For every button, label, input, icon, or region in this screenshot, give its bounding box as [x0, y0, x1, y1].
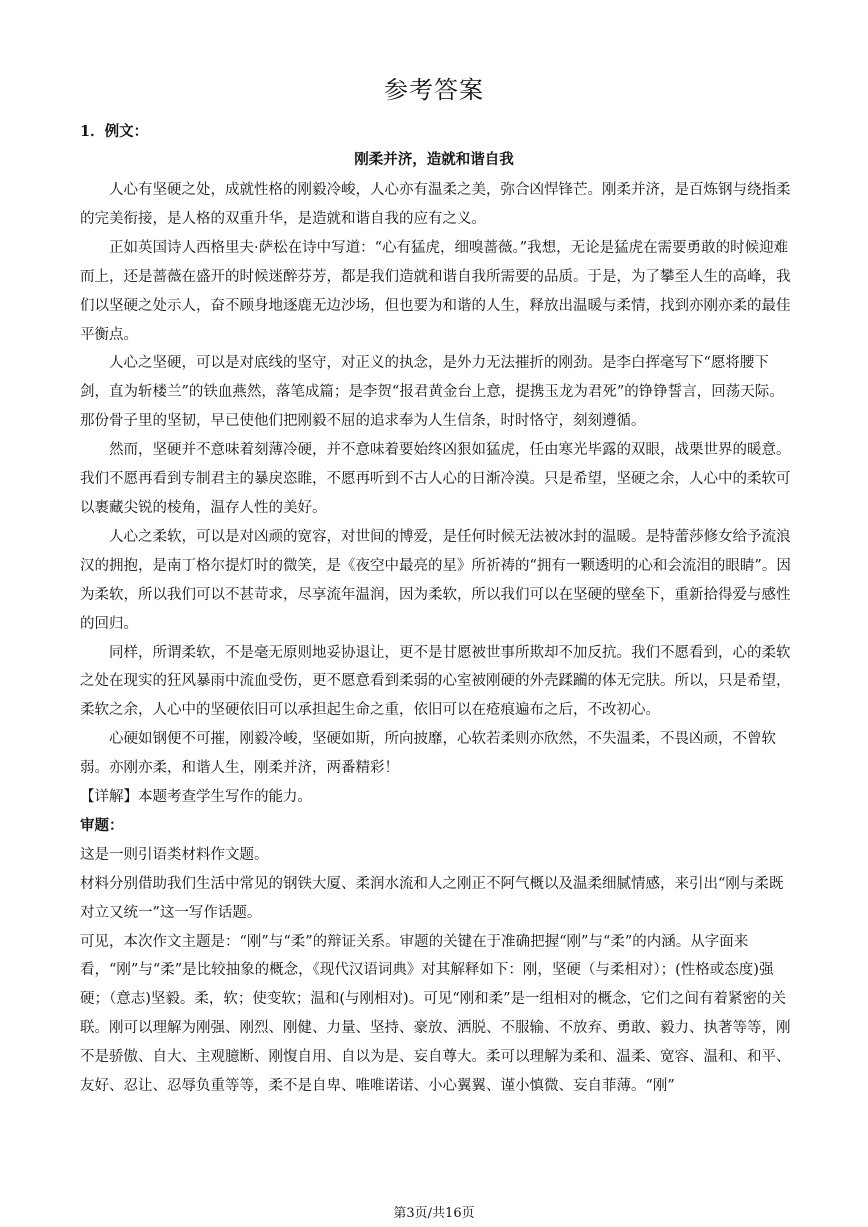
- detail-text: 本题考查学生写作的能力。: [138, 789, 312, 806]
- essay-paragraph: 正如英国诗人西格里夫·萨松在诗中写道：“心有猛虎，细嗅蔷薇。”我想，无论是猛虎在需要勇敢的时候迎难而上，还是蔷薇在盛开的时候迷醉芬芳，都是我们造就和谐自我所需要的品质。于是，为了攀至人生的高峰，我们以坚硬之处示人，奋不顾身地逐鹿无边沙场，但也要为和谐的人生，释放出温暖与柔情，找到亦刚亦柔的最佳平衡点。: [80, 239, 791, 343]
- page-title: 参考答案: [384, 76, 484, 104]
- essay-paragraph: 人心有坚硬之处，成就性格的刚毅冷峻，人心亦有温柔之美，弥合凶悍锋芒。刚柔并济，是百炼钢与绕指柔的完美衔接，是人格的双重升华，是造就和谐自我的应有之义。: [80, 182, 791, 227]
- analysis-paragraph: 可见，本次作文主题是：“刚”与“柔”的辩证关系。审题的关键在于准确把握“刚”与“柔”的内涵。从字面来看，“刚”与“柔”是比较抽象的概念，《现代汉语词典》对其解释如下：刚，坚硬（与柔相对）；(性格或态度)强硬；（意志)坚毅。柔，软；使变软；温和(与刚相对)。可见“刚和柔”是一组相对的概念，它们之间有着紧密的关联。刚可以理解为刚强、刚烈、刚健、力量、坚持、豪放、洒脱、不服输、不放弃、勇敢、毅力、执著等等，刚不是骄傲、自大、主观臆断、刚愎自用、自以为是、妄自尊大。柔可以理解为柔和、温柔、宽容、温和、和平、友好、忍让、忍辱负重等等，柔不是自卑、唯唯诺诺、小心翼翼、谨小慎微、妄自菲薄。“刚”: [80, 933, 791, 1095]
- analysis-paragraph: 这是一则引语类材料作文题。: [80, 846, 269, 863]
- question-label: 1．例文：: [80, 123, 149, 140]
- analysis-paragraph: 材料分别借助我们生活中常见的钢铁大厦、柔润水流和人之刚正不阿气概以及温柔细腻情感，来引出“刚与柔既对立又统一”这一写作话题。: [80, 875, 784, 921]
- page-footer: 第3页/共16页: [393, 1206, 475, 1221]
- review-label: 审题：: [80, 816, 124, 834]
- essay-title: 刚柔并济，造就和谐自我: [354, 151, 514, 168]
- detail-line: [80, 783, 792, 812]
- essay-paragraph: 心硬如钢便不可摧，刚毅冷峻，坚硬如斯，所向披靡，心软若柔则亦欣然，不失温柔，不畏凶顽，不曾软弱。亦刚亦柔，和谐人生，刚柔并济，两番精彩！: [80, 731, 776, 777]
- essay-paragraph: 人心之柔软，可以是对凶顽的宽容，对世间的博爱，是任何时候无法被冰封的温暖。是特蕾莎修女给予流浪汉的拥抱，是南丁格尔提灯时的微笑，是《夜空中最亮的星》所祈祷的“拥有一颗透明的心和会流泪的眼睛”。因为柔软，所以我们可以不甚苛求，尽享流年温润，因为柔软，所以我们可以在坚硬的壁垒下，重新拾得爱与感性的回归。: [80, 528, 791, 632]
- document-body: [80, 176, 792, 1101]
- essay-paragraph: 人心之坚硬，可以是对底线的坚守，对正义的执念，是外力无法摧折的刚劲。是李白挥毫写下“愿将腰下剑，直为斩楼兰”的铁血燕然，落笔成篇；是李贺“报君黄金台上意，提携玉龙为君死”的铮铮誓言，回荡天际。那份骨子里的坚韧，早已使他们把刚毅不屈的追求奉为人生信条，时时恪守，刻刻遵循。: [80, 355, 784, 430]
- essay-paragraph: 然而，坚硬并不意味着刻薄冷硬，并不意味着要始终凶狠如猛虎，任由寒光毕露的双眼，战栗世界的暖意。我们不愿再看到专制君主的暴戾恣睢，不愿再听到不古人心的日渐冷漠。只是希望，坚硬之余，人心中的柔软可以裹藏尖锐的棱角，温存人性的美好。: [80, 442, 791, 516]
- detail-label: 【详解】: [80, 789, 138, 806]
- essay-paragraph: 同样，所谓柔软，不是毫无原则地妥协退让，更不是甘愿被世事所欺却不加反抗。我们不愿看到，心的柔软之处在现实的狂风暴雨中流血受伤，更不愿意看到柔弱的心室被刚硬的外壳蹂躏的体无完肤。所以，只是希望，柔软之余，人心中的坚硬依旧可以承担起生命之重，依旧可以在疮痕遍布之后，不改初心。: [80, 644, 791, 719]
